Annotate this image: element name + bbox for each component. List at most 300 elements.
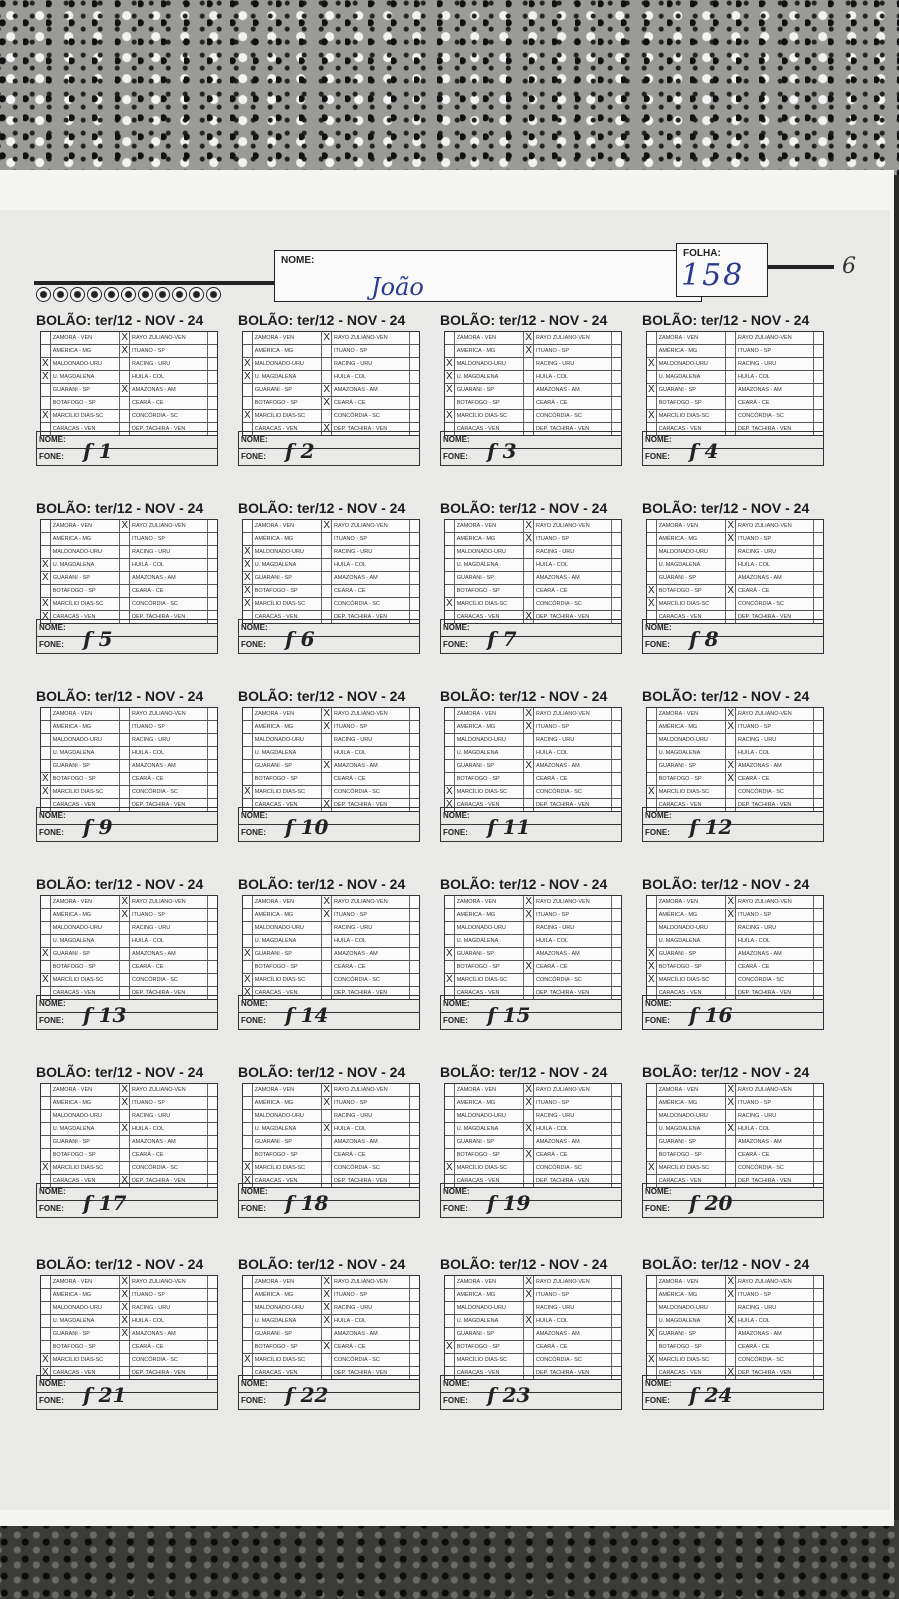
away-mark-box[interactable] [322, 598, 332, 610]
draw-mark-box[interactable] [612, 520, 621, 532]
away-mark-box[interactable] [120, 708, 130, 720]
home-mark-box[interactable] [647, 896, 657, 908]
away-mark-box[interactable] [120, 948, 130, 960]
draw-mark-box[interactable] [208, 585, 217, 597]
away-mark-box[interactable]: X [524, 345, 534, 357]
away-mark-box[interactable] [322, 734, 332, 746]
home-mark-box[interactable] [445, 896, 455, 908]
draw-mark-box[interactable] [612, 1110, 621, 1122]
away-mark-box[interactable] [726, 922, 736, 934]
draw-mark-box[interactable] [208, 721, 217, 733]
away-mark-box[interactable] [524, 734, 534, 746]
away-mark-box[interactable]: X [726, 909, 736, 921]
away-mark-box[interactable] [726, 371, 736, 383]
home-mark-box[interactable]: X [647, 948, 657, 960]
away-mark-box[interactable]: X [120, 332, 130, 344]
home-mark-box[interactable]: X [243, 786, 253, 798]
away-mark-box[interactable]: X [726, 520, 736, 532]
home-mark-box[interactable] [243, 1341, 253, 1353]
home-mark-box[interactable] [41, 747, 51, 759]
away-mark-box[interactable] [524, 948, 534, 960]
home-mark-box[interactable] [41, 345, 51, 357]
away-mark-box[interactable]: X [120, 520, 130, 532]
away-mark-box[interactable]: X [524, 961, 534, 973]
away-mark-box[interactable]: X [726, 721, 736, 733]
away-mark-box[interactable]: X [120, 345, 130, 357]
home-mark-box[interactable] [243, 961, 253, 973]
away-mark-box[interactable]: X [322, 1276, 332, 1288]
away-mark-box[interactable] [524, 1341, 534, 1353]
away-mark-box[interactable] [322, 546, 332, 558]
away-mark-box[interactable]: X [524, 708, 534, 720]
away-mark-box[interactable] [726, 358, 736, 370]
draw-mark-box[interactable] [814, 358, 823, 370]
away-mark-box[interactable] [524, 546, 534, 558]
draw-mark-box[interactable] [208, 332, 217, 344]
home-mark-box[interactable] [445, 935, 455, 947]
draw-mark-box[interactable] [814, 572, 823, 584]
home-mark-box[interactable]: X [41, 572, 51, 584]
away-mark-box[interactable]: X [120, 1328, 130, 1340]
draw-mark-box[interactable] [410, 572, 419, 584]
draw-mark-box[interactable] [814, 1149, 823, 1161]
away-mark-box[interactable] [524, 786, 534, 798]
away-mark-box[interactable] [322, 948, 332, 960]
draw-mark-box[interactable] [208, 760, 217, 772]
away-mark-box[interactable]: X [524, 332, 534, 344]
away-mark-box[interactable]: X [524, 909, 534, 921]
home-mark-box[interactable]: X [647, 786, 657, 798]
away-mark-box[interactable] [120, 935, 130, 947]
draw-mark-box[interactable] [612, 1276, 621, 1288]
home-mark-box[interactable] [445, 1084, 455, 1096]
home-mark-box[interactable] [243, 1276, 253, 1288]
draw-mark-box[interactable] [814, 1097, 823, 1109]
away-mark-box[interactable] [322, 1136, 332, 1148]
draw-mark-box[interactable] [410, 1341, 419, 1353]
home-mark-box[interactable]: X [445, 786, 455, 798]
home-mark-box[interactable] [41, 1328, 51, 1340]
draw-mark-box[interactable] [410, 948, 419, 960]
away-mark-box[interactable] [322, 371, 332, 383]
draw-mark-box[interactable] [410, 384, 419, 396]
home-mark-box[interactable]: X [445, 948, 455, 960]
home-mark-box[interactable]: X [647, 1328, 657, 1340]
draw-mark-box[interactable] [410, 786, 419, 798]
home-mark-box[interactable] [445, 760, 455, 772]
away-mark-box[interactable] [524, 371, 534, 383]
away-mark-box[interactable]: X [322, 520, 332, 532]
draw-mark-box[interactable] [814, 559, 823, 571]
home-mark-box[interactable]: X [243, 1162, 253, 1174]
draw-mark-box[interactable] [612, 1136, 621, 1148]
home-mark-box[interactable] [647, 332, 657, 344]
draw-mark-box[interactable] [410, 734, 419, 746]
away-mark-box[interactable] [524, 559, 534, 571]
draw-mark-box[interactable] [612, 585, 621, 597]
home-mark-box[interactable] [445, 397, 455, 409]
away-mark-box[interactable]: X [322, 1084, 332, 1096]
home-mark-box[interactable] [445, 922, 455, 934]
draw-mark-box[interactable] [410, 332, 419, 344]
away-mark-box[interactable] [120, 773, 130, 785]
draw-mark-box[interactable] [208, 948, 217, 960]
away-mark-box[interactable] [726, 598, 736, 610]
draw-mark-box[interactable] [814, 546, 823, 558]
draw-mark-box[interactable] [612, 734, 621, 746]
draw-mark-box[interactable] [612, 961, 621, 973]
home-mark-box[interactable] [445, 708, 455, 720]
draw-mark-box[interactable] [814, 948, 823, 960]
away-mark-box[interactable] [120, 1110, 130, 1122]
away-mark-box[interactable]: X [120, 1289, 130, 1301]
home-mark-box[interactable]: X [41, 773, 51, 785]
draw-mark-box[interactable] [814, 935, 823, 947]
draw-mark-box[interactable] [410, 1315, 419, 1327]
home-mark-box[interactable] [243, 1084, 253, 1096]
draw-mark-box[interactable] [612, 922, 621, 934]
draw-mark-box[interactable] [410, 974, 419, 986]
draw-mark-box[interactable] [814, 747, 823, 759]
away-mark-box[interactable]: X [322, 1289, 332, 1301]
draw-mark-box[interactable] [612, 1354, 621, 1366]
home-mark-box[interactable] [41, 1289, 51, 1301]
home-mark-box[interactable]: X [243, 410, 253, 422]
home-mark-box[interactable]: X [445, 974, 455, 986]
draw-mark-box[interactable] [814, 585, 823, 597]
away-mark-box[interactable] [322, 961, 332, 973]
draw-mark-box[interactable] [410, 1149, 419, 1161]
away-mark-box[interactable]: X [322, 423, 332, 435]
draw-mark-box[interactable] [410, 345, 419, 357]
home-mark-box[interactable] [647, 546, 657, 558]
home-mark-box[interactable] [243, 1315, 253, 1327]
home-mark-box[interactable]: X [445, 410, 455, 422]
draw-mark-box[interactable] [612, 909, 621, 921]
home-mark-box[interactable]: X [243, 358, 253, 370]
away-mark-box[interactable] [120, 922, 130, 934]
home-mark-box[interactable] [647, 1276, 657, 1288]
home-mark-box[interactable] [41, 760, 51, 772]
home-mark-box[interactable] [445, 1328, 455, 1340]
away-mark-box[interactable] [524, 922, 534, 934]
draw-mark-box[interactable] [814, 773, 823, 785]
draw-mark-box[interactable] [410, 961, 419, 973]
home-mark-box[interactable] [647, 734, 657, 746]
away-mark-box[interactable] [120, 358, 130, 370]
draw-mark-box[interactable] [612, 1084, 621, 1096]
home-mark-box[interactable] [647, 1084, 657, 1096]
away-mark-box[interactable]: X [524, 1123, 534, 1135]
home-mark-box[interactable] [243, 384, 253, 396]
away-mark-box[interactable] [120, 585, 130, 597]
draw-mark-box[interactable] [814, 786, 823, 798]
draw-mark-box[interactable] [814, 371, 823, 383]
away-mark-box[interactable] [322, 773, 332, 785]
away-mark-box[interactable] [726, 1341, 736, 1353]
home-mark-box[interactable] [41, 1123, 51, 1135]
home-mark-box[interactable]: X [41, 974, 51, 986]
away-mark-box[interactable] [120, 747, 130, 759]
away-mark-box[interactable]: X [524, 1315, 534, 1327]
home-mark-box[interactable] [647, 533, 657, 545]
home-mark-box[interactable] [243, 1123, 253, 1135]
draw-mark-box[interactable] [612, 708, 621, 720]
away-mark-box[interactable] [120, 760, 130, 772]
home-mark-box[interactable]: X [647, 410, 657, 422]
away-mark-box[interactable] [120, 1162, 130, 1174]
away-mark-box[interactable] [120, 786, 130, 798]
draw-mark-box[interactable] [814, 332, 823, 344]
draw-mark-box[interactable] [814, 1354, 823, 1366]
home-mark-box[interactable] [243, 909, 253, 921]
away-mark-box[interactable] [322, 559, 332, 571]
draw-mark-box[interactable] [612, 1341, 621, 1353]
away-mark-box[interactable]: X [120, 896, 130, 908]
draw-mark-box[interactable] [410, 922, 419, 934]
away-mark-box[interactable] [726, 1328, 736, 1340]
home-mark-box[interactable] [41, 1341, 51, 1353]
away-mark-box[interactable] [524, 1328, 534, 1340]
home-mark-box[interactable] [445, 559, 455, 571]
away-mark-box[interactable] [120, 734, 130, 746]
home-mark-box[interactable] [647, 1123, 657, 1135]
draw-mark-box[interactable] [410, 410, 419, 422]
draw-mark-box[interactable] [208, 773, 217, 785]
home-mark-box[interactable] [647, 397, 657, 409]
draw-mark-box[interactable] [410, 598, 419, 610]
away-mark-box[interactable] [120, 1354, 130, 1366]
home-mark-box[interactable]: X [647, 1162, 657, 1174]
home-mark-box[interactable]: X [243, 1354, 253, 1366]
draw-mark-box[interactable] [410, 909, 419, 921]
home-mark-box[interactable] [41, 909, 51, 921]
away-mark-box[interactable] [524, 1110, 534, 1122]
draw-mark-box[interactable] [612, 559, 621, 571]
home-mark-box[interactable] [445, 546, 455, 558]
draw-mark-box[interactable] [208, 786, 217, 798]
draw-mark-box[interactable] [814, 1341, 823, 1353]
draw-mark-box[interactable] [410, 585, 419, 597]
away-mark-box[interactable] [726, 1136, 736, 1148]
away-mark-box[interactable] [726, 786, 736, 798]
draw-mark-box[interactable] [410, 1162, 419, 1174]
draw-mark-box[interactable] [814, 1276, 823, 1288]
draw-mark-box[interactable] [208, 1149, 217, 1161]
away-mark-box[interactable]: X [120, 1123, 130, 1135]
away-mark-box[interactable] [322, 1162, 332, 1174]
away-mark-box[interactable] [726, 1162, 736, 1174]
away-mark-box[interactable]: X [322, 721, 332, 733]
away-mark-box[interactable] [726, 747, 736, 759]
home-mark-box[interactable] [647, 721, 657, 733]
away-mark-box[interactable]: X [726, 760, 736, 772]
home-mark-box[interactable] [647, 773, 657, 785]
away-mark-box[interactable] [726, 384, 736, 396]
away-mark-box[interactable] [120, 598, 130, 610]
home-mark-box[interactable] [41, 533, 51, 545]
away-mark-box[interactable] [322, 747, 332, 759]
draw-mark-box[interactable] [208, 1341, 217, 1353]
home-mark-box[interactable]: X [445, 1162, 455, 1174]
draw-mark-box[interactable] [208, 520, 217, 532]
away-mark-box[interactable] [726, 935, 736, 947]
away-mark-box[interactable] [524, 598, 534, 610]
draw-mark-box[interactable] [208, 1328, 217, 1340]
home-mark-box[interactable] [243, 1289, 253, 1301]
home-mark-box[interactable] [41, 1315, 51, 1327]
draw-mark-box[interactable] [612, 974, 621, 986]
away-mark-box[interactable] [524, 384, 534, 396]
draw-mark-box[interactable] [208, 747, 217, 759]
away-mark-box[interactable]: X [524, 1289, 534, 1301]
away-mark-box[interactable]: X [726, 1367, 736, 1379]
away-mark-box[interactable]: X [726, 708, 736, 720]
home-mark-box[interactable]: X [647, 585, 657, 597]
home-mark-box[interactable] [243, 773, 253, 785]
away-mark-box[interactable] [322, 410, 332, 422]
draw-mark-box[interactable] [814, 598, 823, 610]
draw-mark-box[interactable] [208, 410, 217, 422]
draw-mark-box[interactable] [612, 1149, 621, 1161]
away-mark-box[interactable]: X [726, 773, 736, 785]
draw-mark-box[interactable] [410, 1328, 419, 1340]
home-mark-box[interactable]: X [41, 1367, 51, 1379]
home-mark-box[interactable] [445, 1315, 455, 1327]
home-mark-box[interactable] [41, 922, 51, 934]
away-mark-box[interactable] [524, 410, 534, 422]
home-mark-box[interactable]: X [647, 598, 657, 610]
draw-mark-box[interactable] [612, 397, 621, 409]
draw-mark-box[interactable] [208, 1084, 217, 1096]
home-mark-box[interactable]: X [41, 598, 51, 610]
home-mark-box[interactable]: X [445, 598, 455, 610]
away-mark-box[interactable] [120, 410, 130, 422]
away-mark-box[interactable] [322, 585, 332, 597]
home-mark-box[interactable] [243, 1149, 253, 1161]
away-mark-box[interactable] [120, 572, 130, 584]
away-mark-box[interactable] [726, 410, 736, 422]
away-mark-box[interactable] [120, 1341, 130, 1353]
home-mark-box[interactable] [647, 935, 657, 947]
away-mark-box[interactable] [726, 345, 736, 357]
home-mark-box[interactable] [647, 922, 657, 934]
away-mark-box[interactable]: X [322, 1302, 332, 1314]
away-mark-box[interactable]: X [322, 384, 332, 396]
home-mark-box[interactable] [445, 332, 455, 344]
home-mark-box[interactable] [647, 371, 657, 383]
draw-mark-box[interactable] [612, 935, 621, 947]
home-mark-box[interactable] [41, 1110, 51, 1122]
draw-mark-box[interactable] [410, 747, 419, 759]
away-mark-box[interactable]: X [120, 1276, 130, 1288]
draw-mark-box[interactable] [814, 708, 823, 720]
away-mark-box[interactable] [726, 948, 736, 960]
draw-mark-box[interactable] [612, 896, 621, 908]
home-mark-box[interactable] [41, 721, 51, 733]
home-mark-box[interactable] [445, 345, 455, 357]
away-mark-box[interactable] [726, 1302, 736, 1314]
away-mark-box[interactable]: X [322, 1341, 332, 1353]
home-mark-box[interactable] [243, 1136, 253, 1148]
away-mark-box[interactable] [726, 572, 736, 584]
draw-mark-box[interactable] [410, 397, 419, 409]
draw-mark-box[interactable] [410, 1354, 419, 1366]
home-mark-box[interactable]: X [243, 974, 253, 986]
away-mark-box[interactable] [726, 1110, 736, 1122]
draw-mark-box[interactable] [208, 397, 217, 409]
home-mark-box[interactable] [41, 520, 51, 532]
draw-mark-box[interactable] [814, 345, 823, 357]
draw-mark-box[interactable] [410, 896, 419, 908]
away-mark-box[interactable] [524, 1136, 534, 1148]
draw-mark-box[interactable] [814, 760, 823, 772]
draw-mark-box[interactable] [814, 909, 823, 921]
away-mark-box[interactable] [120, 974, 130, 986]
draw-mark-box[interactable] [410, 1110, 419, 1122]
draw-mark-box[interactable] [208, 371, 217, 383]
away-mark-box[interactable]: X [322, 896, 332, 908]
home-mark-box[interactable] [445, 773, 455, 785]
draw-mark-box[interactable] [208, 559, 217, 571]
away-mark-box[interactable]: X [120, 909, 130, 921]
home-mark-box[interactable]: X [41, 948, 51, 960]
home-mark-box[interactable] [445, 1110, 455, 1122]
draw-mark-box[interactable] [208, 974, 217, 986]
draw-mark-box[interactable] [612, 546, 621, 558]
home-mark-box[interactable]: X [243, 559, 253, 571]
away-mark-box[interactable] [524, 358, 534, 370]
home-mark-box[interactable] [647, 708, 657, 720]
draw-mark-box[interactable] [410, 1123, 419, 1135]
home-mark-box[interactable]: X [647, 384, 657, 396]
home-mark-box[interactable] [41, 1149, 51, 1161]
home-mark-box[interactable] [647, 1110, 657, 1122]
draw-mark-box[interactable] [208, 546, 217, 558]
home-mark-box[interactable] [445, 520, 455, 532]
draw-mark-box[interactable] [208, 1162, 217, 1174]
home-mark-box[interactable] [243, 332, 253, 344]
away-mark-box[interactable]: X [120, 1175, 130, 1187]
draw-mark-box[interactable] [612, 948, 621, 960]
home-mark-box[interactable] [243, 533, 253, 545]
away-mark-box[interactable]: X [524, 1084, 534, 1096]
away-mark-box[interactable]: X [726, 1097, 736, 1109]
away-mark-box[interactable]: X [322, 397, 332, 409]
away-mark-box[interactable]: X [726, 585, 736, 597]
home-mark-box[interactable] [41, 384, 51, 396]
away-mark-box[interactable] [726, 1354, 736, 1366]
home-mark-box[interactable] [243, 935, 253, 947]
draw-mark-box[interactable] [208, 1123, 217, 1135]
home-mark-box[interactable]: X [41, 611, 51, 623]
draw-mark-box[interactable] [410, 520, 419, 532]
home-mark-box[interactable] [445, 734, 455, 746]
draw-mark-box[interactable] [612, 384, 621, 396]
draw-mark-box[interactable] [410, 1097, 419, 1109]
away-mark-box[interactable] [322, 1328, 332, 1340]
away-mark-box[interactable]: X [524, 533, 534, 545]
home-mark-box[interactable] [243, 345, 253, 357]
home-mark-box[interactable]: X [445, 799, 455, 811]
draw-mark-box[interactable] [814, 896, 823, 908]
draw-mark-box[interactable] [208, 1315, 217, 1327]
draw-mark-box[interactable] [612, 358, 621, 370]
away-mark-box[interactable]: X [322, 1097, 332, 1109]
home-mark-box[interactable]: X [445, 1341, 455, 1353]
home-mark-box[interactable] [41, 1302, 51, 1314]
draw-mark-box[interactable] [208, 345, 217, 357]
